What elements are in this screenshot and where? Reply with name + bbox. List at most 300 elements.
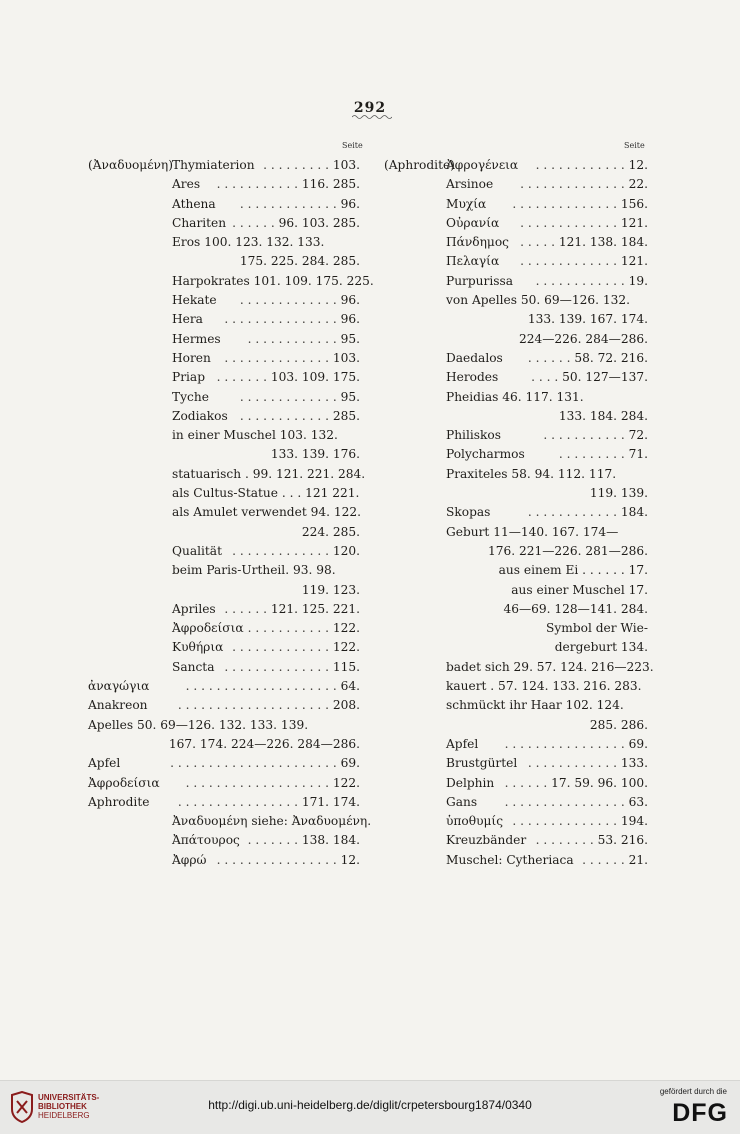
index-row bbox=[384, 638, 648, 657]
leader-dots: . . . . . . . . . . . . . . . . . . . . bbox=[177, 698, 329, 713]
leader-dots: . . . . . . . . . . . . . bbox=[520, 215, 617, 230]
index-page-refs bbox=[178, 696, 360, 715]
index-row bbox=[88, 349, 360, 368]
index-row bbox=[384, 658, 654, 677]
page-numbers: 69. bbox=[628, 736, 648, 751]
index-page-refs bbox=[232, 214, 360, 233]
leader-dots: . . . . . . bbox=[224, 601, 267, 616]
index-page-refs bbox=[520, 233, 648, 252]
index-entry: Apriles bbox=[172, 601, 216, 616]
page-numbers: 64. bbox=[340, 679, 360, 694]
index-lemma: (Ἀναδυομένη) bbox=[88, 158, 173, 172]
index-page-refs bbox=[232, 638, 360, 657]
footer-bar bbox=[0, 1080, 740, 1134]
leader-dots: . . . . . bbox=[520, 235, 555, 250]
page-numbers: 224. 285. bbox=[301, 524, 360, 539]
index-row bbox=[384, 677, 648, 696]
page-numbers: 171. 174. bbox=[301, 794, 360, 809]
index-row bbox=[88, 156, 360, 175]
index-entry: Thymiaterion bbox=[172, 158, 255, 172]
index-row bbox=[384, 831, 648, 850]
leader-dots: . . . . . . . . . . . . . . bbox=[512, 814, 617, 829]
index-page-refs bbox=[240, 252, 360, 271]
index-entry: Ἀφροδείσια bbox=[172, 621, 244, 636]
page-numbers: 116. 285. bbox=[301, 177, 360, 192]
dfg-logo: DFG bbox=[672, 1099, 728, 1127]
index-entry: Daedalos bbox=[446, 350, 503, 365]
index-page-refs bbox=[169, 735, 360, 754]
index-row bbox=[384, 349, 648, 368]
index-row bbox=[88, 214, 360, 233]
leader-dots: . . . . . . . . . . . bbox=[216, 177, 298, 192]
index-row bbox=[88, 638, 360, 657]
page-numbers: 21. bbox=[628, 852, 648, 867]
index-row bbox=[384, 503, 648, 522]
index-entry: statuarisch . 99. 121. 221. 284. bbox=[172, 466, 366, 481]
page-numbers: 12. bbox=[628, 158, 648, 172]
page-numbers: 72. bbox=[628, 428, 648, 443]
page-numbers: 156. bbox=[620, 196, 648, 211]
page-numbers: 119. 123. bbox=[301, 582, 360, 597]
index-page-refs bbox=[217, 175, 360, 194]
index-page-refs bbox=[248, 619, 360, 638]
left-index-column bbox=[88, 156, 374, 870]
index-page-refs bbox=[178, 793, 360, 812]
index-row bbox=[384, 195, 648, 214]
page-numbers: 53. 216. bbox=[597, 833, 648, 848]
page-numbers: 96. 103. 285. bbox=[278, 215, 360, 230]
index-row bbox=[88, 252, 360, 271]
index-entry: Gans bbox=[446, 794, 478, 809]
index-page-refs bbox=[511, 581, 648, 600]
index-row bbox=[384, 523, 648, 542]
page-numbers: 224—226. 284—286. bbox=[518, 331, 648, 346]
index-lemma: Anakreon bbox=[88, 698, 148, 713]
index-entry: Qualität bbox=[172, 543, 222, 558]
index-page-refs bbox=[302, 581, 360, 600]
leader-dots: . . . . . . bbox=[527, 350, 571, 365]
index-row bbox=[88, 677, 360, 696]
page-numbers: 133. 184. 284. bbox=[558, 408, 648, 423]
index-row bbox=[88, 445, 360, 464]
index-row bbox=[88, 851, 360, 870]
index-row bbox=[384, 851, 648, 870]
leader-dots: . . . . . . bbox=[582, 852, 625, 867]
library-name: UNIVERSITÄTS- BIBLIOTHEK HEIDELBERG bbox=[38, 1093, 100, 1120]
index-row bbox=[88, 310, 360, 329]
index-entry: badet sich 29. 57. 124. 216—223. bbox=[446, 659, 654, 674]
index-row bbox=[384, 600, 648, 619]
page-numbers: 122. bbox=[332, 775, 360, 790]
index-page-refs bbox=[488, 542, 648, 561]
index-page-refs bbox=[536, 272, 648, 291]
index-entry: Muschel: Cytheriaca bbox=[446, 852, 574, 867]
page-numbers: 167. 174. 224—226. 284—286. bbox=[168, 736, 360, 751]
leader-dots: . . . . . . . . . bbox=[263, 158, 329, 172]
page-numbers: 285. 286. bbox=[589, 717, 648, 732]
page-numbers: aus einem Ei . . . . . . 17. bbox=[498, 563, 648, 578]
index-page-refs bbox=[224, 600, 360, 619]
index-page-refs bbox=[512, 195, 648, 214]
leader-dots: . . . . . . . . . . . . . . . . bbox=[504, 794, 625, 809]
index-row bbox=[88, 696, 360, 715]
index-row bbox=[384, 542, 648, 561]
page-numbers: 133. 139. 167. 174. bbox=[527, 312, 648, 327]
leader-dots: . . . . . . bbox=[504, 775, 548, 790]
index-row bbox=[384, 735, 648, 754]
index-row bbox=[88, 619, 360, 638]
page-numbers: 103. bbox=[332, 350, 360, 365]
leader-dots: . . . . . . . . . . . . . . bbox=[520, 177, 625, 192]
index-entry: Κυθήρια bbox=[172, 640, 224, 655]
index-row bbox=[384, 716, 648, 735]
index-page-refs bbox=[531, 368, 648, 387]
index-row bbox=[88, 272, 374, 291]
index-row bbox=[88, 735, 360, 754]
index-entry: beim Paris-Urtheil. 93. 98. bbox=[172, 563, 336, 578]
index-row bbox=[88, 793, 360, 812]
page-numbers: 133. bbox=[620, 756, 648, 771]
page-numbers: 96. bbox=[340, 293, 360, 308]
index-page-refs bbox=[217, 851, 360, 870]
page-numbers: 50. 127—137. bbox=[562, 370, 648, 385]
index-entry: Eros 100. 123. 132. 133. bbox=[172, 235, 325, 250]
index-row bbox=[88, 233, 360, 252]
leader-dots: . . . . bbox=[531, 370, 559, 385]
leader-dots: . . . . . . . bbox=[247, 833, 298, 848]
ornament-wave bbox=[352, 114, 392, 120]
index-lemma: Apelles 50. 69—126. 132. 133. 139. bbox=[88, 717, 309, 732]
index-row bbox=[384, 812, 648, 831]
index-entry: Hera bbox=[172, 312, 203, 327]
index-page-refs bbox=[271, 445, 360, 464]
page-number: 292 bbox=[353, 100, 387, 116]
index-entry: Ares bbox=[172, 177, 201, 192]
page-numbers: 121. bbox=[620, 254, 648, 269]
index-row bbox=[88, 812, 372, 831]
index-page-refs bbox=[543, 426, 648, 445]
index-row bbox=[384, 330, 648, 349]
index-page-refs bbox=[590, 484, 648, 503]
page-numbers: 19. bbox=[628, 273, 648, 288]
index-row bbox=[88, 561, 360, 580]
right-index-column bbox=[384, 156, 654, 870]
page-numbers: 184. bbox=[620, 505, 648, 520]
leader-dots: . . . . . . . . . . . . . . bbox=[512, 196, 617, 211]
leader-dots: . . . . . . . . . . . . . bbox=[239, 389, 337, 404]
leader-dots: . . . . . . . . . . . . . . . . . . . . bbox=[185, 679, 337, 694]
index-entry: als Cultus-Statue . . . 121 221. bbox=[172, 486, 360, 501]
index-row bbox=[88, 291, 360, 310]
index-row bbox=[88, 330, 360, 349]
index-row bbox=[384, 175, 648, 194]
index-row bbox=[384, 754, 648, 773]
index-entry: Kreuzbänder bbox=[446, 833, 527, 848]
index-page-refs bbox=[505, 735, 648, 754]
index-page-refs bbox=[512, 812, 648, 831]
index-entry: Sancta bbox=[172, 659, 215, 674]
leader-dots: . . . . . . . . . . . . bbox=[535, 158, 625, 172]
index-page-refs bbox=[590, 716, 648, 735]
page-numbers: 122. bbox=[332, 640, 360, 655]
leader-dots: . . . . . . . . . . . . . . . bbox=[224, 312, 337, 327]
index-row bbox=[88, 465, 366, 484]
index-row bbox=[384, 156, 648, 175]
page-numbers: 208. bbox=[332, 698, 360, 713]
index-page-refs bbox=[536, 156, 648, 175]
page-numbers: 71. bbox=[628, 447, 648, 462]
index-lemma: Aphrodite bbox=[88, 794, 150, 809]
page-numbers: 119. 139. bbox=[589, 486, 648, 501]
leader-dots: . . . . . . . . . . . . . . . . bbox=[216, 852, 337, 867]
leader-dots: . . . . . . . . bbox=[535, 833, 594, 848]
index-entry: Ἀφρογένεια bbox=[446, 158, 519, 172]
page-numbers: 96. bbox=[340, 196, 360, 211]
index-page-refs bbox=[519, 330, 648, 349]
index-entry: als Amulet verwendet 94. 122. bbox=[172, 505, 361, 520]
index-row bbox=[384, 484, 648, 503]
index-row bbox=[384, 774, 648, 793]
page-numbers: 285. bbox=[332, 408, 360, 423]
page-numbers: 194. bbox=[620, 814, 648, 829]
page-numbers: 115. bbox=[332, 659, 360, 674]
index-row bbox=[88, 426, 360, 445]
index-row bbox=[88, 388, 360, 407]
page-numbers: 22. bbox=[628, 177, 648, 192]
index-row bbox=[384, 561, 648, 580]
index-page-refs bbox=[217, 368, 360, 387]
page-numbers: 58. 72. 216. bbox=[574, 350, 648, 365]
index-page-refs bbox=[224, 310, 360, 329]
index-entry: Apfel bbox=[446, 736, 479, 751]
index-page-refs bbox=[520, 252, 648, 271]
index-entry: Harpokrates 101. 109. 175. 225. bbox=[172, 273, 374, 288]
page-numbers: 120. bbox=[332, 543, 360, 558]
index-row bbox=[88, 831, 360, 850]
index-page-refs bbox=[582, 851, 648, 870]
page-numbers: 96. bbox=[340, 312, 360, 327]
index-lemma: (Aphrodite) bbox=[384, 158, 455, 172]
index-entry: von Apelles 50. 69—126. 132. bbox=[446, 293, 630, 308]
index-row bbox=[384, 581, 648, 600]
index-entry: kauert . 57. 124. 133. 216. 283. bbox=[446, 679, 642, 694]
leader-dots: . . . . . . . . . . . . . . . . . . . bbox=[185, 775, 329, 790]
page-numbers: 17. 59. 96. 100. bbox=[551, 775, 648, 790]
funding-note: gefördert durch die bbox=[659, 1087, 727, 1096]
index-lemma: Ἀφροδείσια bbox=[88, 775, 160, 790]
index-page-refs bbox=[224, 658, 360, 677]
leader-dots: . . . . . . . . . . . . . bbox=[239, 293, 337, 308]
index-page-refs bbox=[240, 195, 360, 214]
index-row bbox=[88, 542, 360, 561]
page-numbers: 175. 225. 284. 285. bbox=[239, 254, 360, 269]
index-entry: Herodes bbox=[446, 370, 499, 385]
leader-dots: . . . . . . . . . . . . bbox=[247, 331, 337, 346]
index-page-refs bbox=[263, 156, 360, 175]
page-numbers: 12. bbox=[340, 852, 360, 867]
index-entry: Hekate bbox=[172, 293, 217, 308]
index-row bbox=[384, 407, 648, 426]
index-page-refs bbox=[505, 793, 648, 812]
page-numbers: 69. bbox=[340, 756, 360, 771]
leader-dots: . . . . . . . . . . . . . bbox=[232, 543, 329, 558]
index-entry: Πελαγία bbox=[446, 254, 500, 269]
leader-dots: . . . . . . . . . . . . . bbox=[232, 640, 329, 655]
index-row bbox=[88, 658, 360, 677]
index-row bbox=[88, 484, 360, 503]
leader-dots: . . . . . . . . . . . . . bbox=[520, 254, 617, 269]
index-page-refs bbox=[186, 774, 360, 793]
index-entry: Delphin bbox=[446, 775, 495, 790]
index-page-refs bbox=[520, 214, 648, 233]
leader-dots: . . . . . . . . . . . . bbox=[527, 505, 617, 520]
index-row bbox=[384, 445, 648, 464]
page-numbers: 95. bbox=[340, 389, 360, 404]
index-page-refs bbox=[248, 831, 360, 850]
index-row bbox=[384, 426, 648, 445]
index-page-refs bbox=[499, 561, 648, 580]
index-page-refs bbox=[302, 523, 360, 542]
page-numbers: dergeburt 134. bbox=[554, 640, 648, 655]
index-entry: Pheidias 46. 117. 131. bbox=[446, 389, 584, 404]
page-numbers: 176. 221—226. 281—286. bbox=[487, 543, 648, 558]
index-page-refs bbox=[559, 407, 648, 426]
index-entry: Πάνδημος bbox=[446, 235, 509, 250]
page-numbers: 138. 184. bbox=[301, 833, 360, 848]
index-entry: Ἀναδυομένη siehe: Ἀναδυομένη. bbox=[172, 814, 372, 829]
leader-dots: . . . . . . . . . . . . . . . . . . . . . . bbox=[170, 756, 337, 771]
index-row bbox=[384, 291, 648, 310]
index-row bbox=[384, 272, 648, 291]
index-entry: Zodiakos bbox=[172, 408, 228, 423]
index-row bbox=[384, 310, 648, 329]
index-page-refs bbox=[170, 754, 360, 773]
index-entry: Οὐρανία bbox=[446, 215, 500, 230]
leader-dots: . . . . . . . . . bbox=[558, 447, 625, 462]
index-row bbox=[384, 696, 648, 715]
index-row bbox=[88, 368, 360, 387]
index-row bbox=[384, 793, 648, 812]
index-entry: Athena bbox=[172, 196, 216, 211]
index-page-refs bbox=[240, 388, 360, 407]
leader-dots: . . . . . . . . . . . . bbox=[535, 273, 625, 288]
leader-dots: . . . . . . . . . . . bbox=[543, 428, 625, 443]
index-row bbox=[88, 581, 360, 600]
leader-dots: . . . . . . . bbox=[216, 370, 267, 385]
index-page-refs bbox=[528, 503, 648, 522]
page-numbers: Symbol der Wie- bbox=[546, 621, 648, 636]
index-row bbox=[384, 214, 648, 233]
index-page-refs bbox=[503, 600, 648, 619]
page-numbers: 133. 139. 176. bbox=[270, 447, 360, 462]
page-numbers: 63. bbox=[628, 794, 648, 809]
leader-dots: . . . . . . . . . . . . . bbox=[239, 196, 337, 211]
index-entry: Ἀπάτουρος bbox=[172, 833, 240, 848]
page-numbers: 121. 138. 184. bbox=[558, 235, 648, 250]
index-page-refs bbox=[505, 774, 648, 793]
index-page-refs bbox=[559, 445, 648, 464]
index-row bbox=[384, 233, 648, 252]
page-numbers: 122. bbox=[332, 621, 360, 636]
index-row bbox=[384, 619, 648, 638]
index-row bbox=[88, 716, 360, 735]
index-row bbox=[384, 368, 648, 387]
index-row bbox=[88, 503, 360, 522]
page-numbers: 121. bbox=[620, 215, 648, 230]
index-row bbox=[384, 465, 648, 484]
index-page-refs bbox=[240, 291, 360, 310]
index-row bbox=[384, 388, 648, 407]
index-lemma: Apfel bbox=[88, 756, 121, 771]
index-entry: Brustgürtel bbox=[446, 756, 518, 771]
leader-dots: . . . . . . . . . . . bbox=[247, 621, 329, 636]
index-entry: schmückt ihr Haar 102. 124. bbox=[446, 698, 624, 713]
index-entry: Horen bbox=[172, 350, 211, 365]
index-page-refs bbox=[240, 407, 360, 426]
index-entry: Hermes bbox=[172, 331, 221, 346]
index-page-refs bbox=[528, 754, 648, 773]
index-page-refs bbox=[536, 831, 648, 850]
index-entry: Μυχία bbox=[446, 196, 487, 211]
leader-dots: . . . . . . . . . . . . bbox=[527, 756, 617, 771]
index-entry: Ἀφρώ bbox=[172, 852, 207, 867]
page-numbers: 95. bbox=[340, 331, 360, 346]
index-entry: Tyche bbox=[172, 389, 209, 404]
index-entry: in einer Muschel 103. 132. bbox=[172, 428, 338, 443]
index-entry: Geburt 11—140. 167. 174— bbox=[446, 524, 619, 539]
index-row bbox=[88, 407, 360, 426]
index-page-refs bbox=[528, 310, 648, 329]
index-entry: Arsinoe bbox=[446, 177, 494, 192]
index-entry: Priap bbox=[172, 370, 205, 385]
index-page-refs bbox=[555, 638, 648, 657]
index-lemma: ἀναγώγια bbox=[88, 679, 150, 694]
index-page-refs bbox=[224, 349, 360, 368]
permalink-url[interactable]: http://digi.ub.uni-heidelberg.de/diglit/crpetersbourg1874/0340 bbox=[208, 1098, 532, 1112]
leader-dots: . . . . . . bbox=[232, 215, 275, 230]
index-entry: Chariten bbox=[172, 215, 227, 230]
index-row bbox=[88, 195, 360, 214]
page-numbers: 121. 125. 221. bbox=[270, 601, 360, 616]
leader-dots: . . . . . . . . . . . . . . . . bbox=[177, 794, 298, 809]
index-page-refs bbox=[528, 349, 648, 368]
leader-dots: . . . . . . . . . . . . . . . . bbox=[504, 736, 625, 751]
leader-dots: . . . . . . . . . . . . . . bbox=[224, 659, 329, 674]
index-row bbox=[384, 252, 648, 271]
index-page-refs bbox=[186, 677, 360, 696]
index-entry: ὑποθυμίς bbox=[446, 814, 504, 829]
index-row bbox=[88, 600, 360, 619]
index-page-refs bbox=[546, 619, 648, 638]
leader-dots: . . . . . . . . . . . . . . bbox=[224, 350, 329, 365]
column-header-left: Seite bbox=[342, 141, 363, 150]
page-numbers: 103. bbox=[332, 158, 360, 172]
index-entry: Skopas bbox=[446, 505, 491, 520]
column-header-right: Seite bbox=[624, 141, 645, 150]
index-row bbox=[88, 774, 360, 793]
index-entry: Philiskos bbox=[446, 428, 501, 443]
page-numbers: 103. 109. 175. bbox=[270, 370, 360, 385]
index-entry: Praxiteles 58. 94. 112. 117. bbox=[446, 466, 617, 481]
index-row bbox=[88, 523, 360, 542]
leader-dots: . . . . . . . . . . . . bbox=[239, 408, 329, 423]
index-page-refs bbox=[520, 175, 648, 194]
page-numbers: aus einer Muschel 17. bbox=[511, 582, 648, 597]
page-numbers: 46—69. 128—141. 284. bbox=[503, 601, 648, 616]
index-page-refs bbox=[248, 330, 360, 349]
index-page-refs bbox=[232, 542, 360, 561]
index-entry: Purpurissa bbox=[446, 273, 514, 288]
